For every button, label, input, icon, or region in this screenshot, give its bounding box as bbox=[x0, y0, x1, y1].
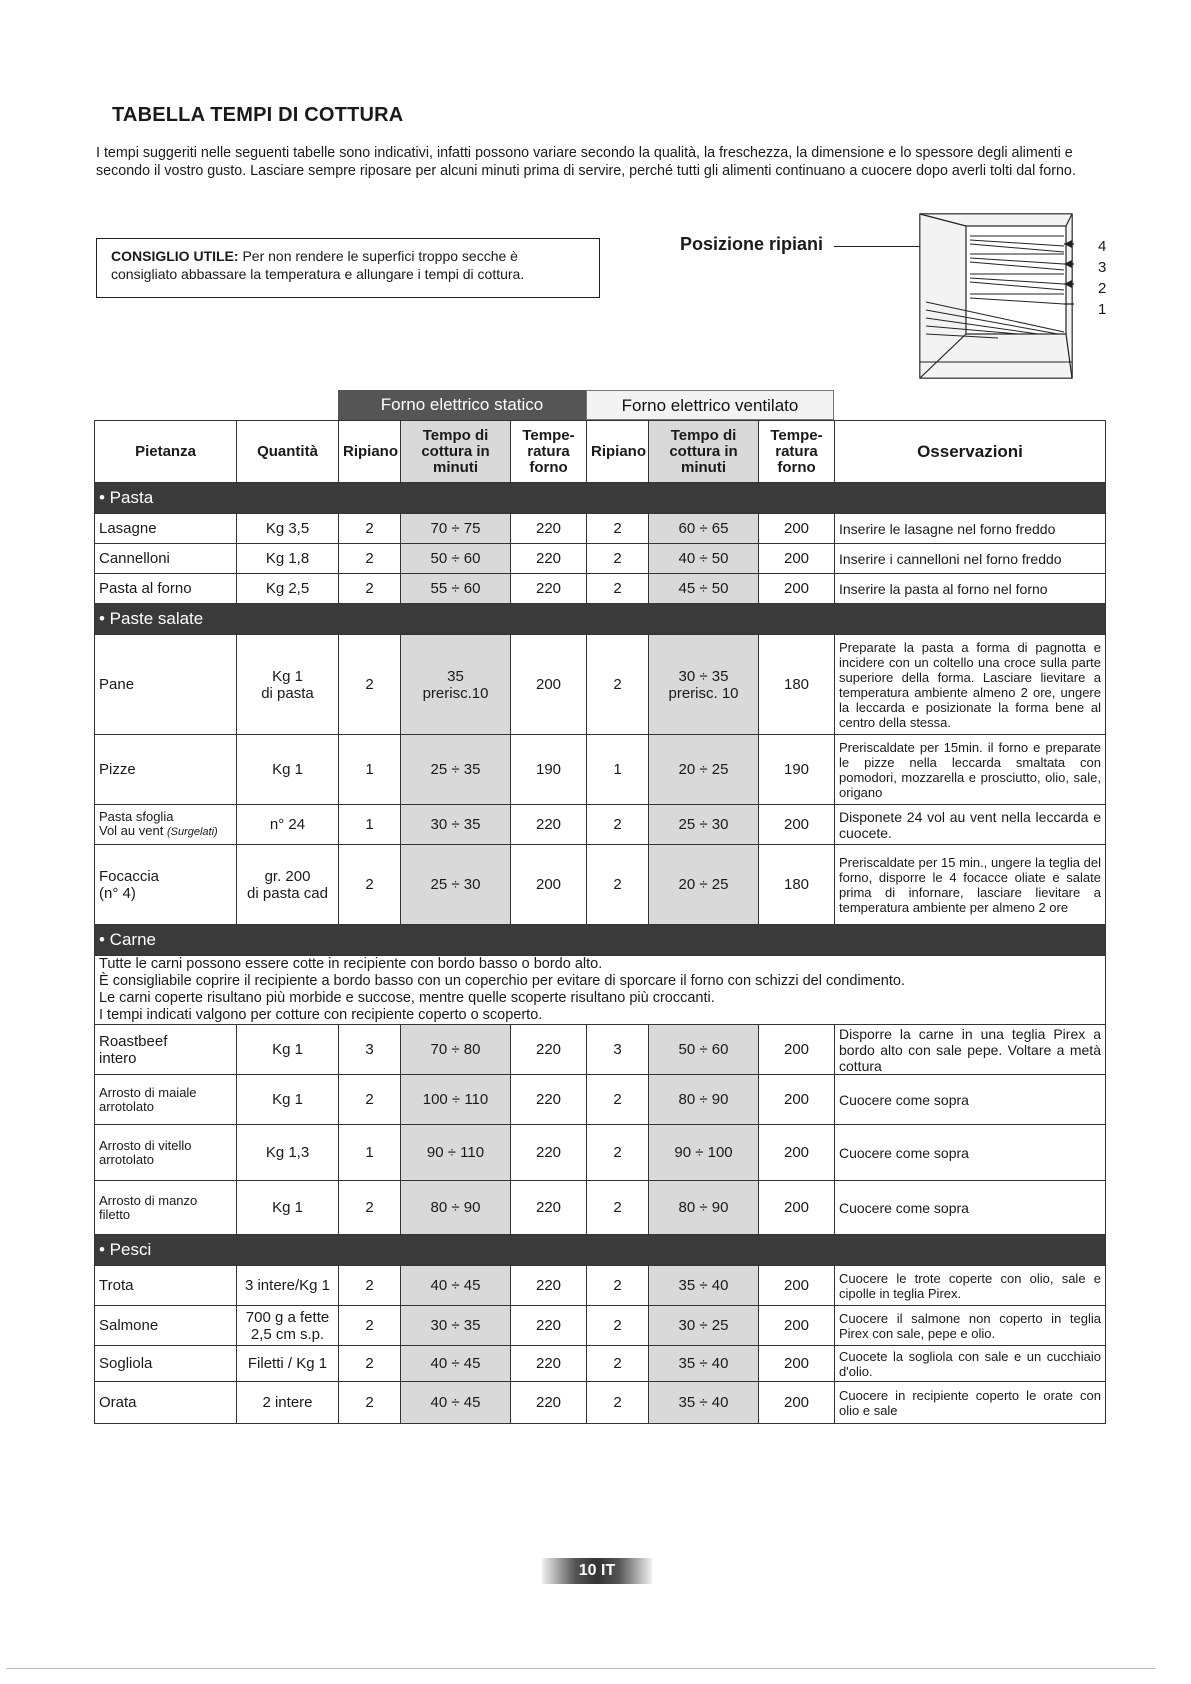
shelf-number: 1 bbox=[1098, 301, 1107, 318]
table-row bbox=[95, 1025, 1106, 1075]
header-static-shelf: Ripiano bbox=[339, 421, 401, 483]
vent-temp: 200 bbox=[759, 1266, 835, 1306]
vent-temp: 180 bbox=[759, 635, 835, 735]
static-temp: 220 bbox=[511, 805, 587, 845]
vent-time: 60 ÷ 65 bbox=[649, 514, 759, 544]
vent-time: 80 ÷ 90 bbox=[649, 1075, 759, 1125]
vent-temp: 200 bbox=[759, 514, 835, 544]
quantity: Kg 1 bbox=[237, 1181, 339, 1235]
table-row bbox=[95, 1125, 1106, 1181]
vent-time: 80 ÷ 90 bbox=[649, 1181, 759, 1235]
time-line: 30 ÷ 35 bbox=[678, 667, 729, 685]
quantity: Kg 1 bbox=[237, 735, 339, 805]
dish-name: Lasagne bbox=[95, 514, 237, 544]
dish-name: Cannelloni bbox=[95, 544, 237, 574]
quantity: Kg 1,3 bbox=[237, 1125, 339, 1181]
vent-shelf: 2 bbox=[587, 805, 649, 845]
dish-name bbox=[95, 1025, 237, 1075]
vent-shelf: 2 bbox=[587, 1306, 649, 1346]
vent-shelf: 1 bbox=[587, 735, 649, 805]
dish-name bbox=[95, 805, 237, 845]
dish-line: arrotolato bbox=[99, 1151, 154, 1167]
note: Cuocere come sopra bbox=[835, 1075, 1106, 1125]
section-carne: • Carne bbox=[95, 925, 1106, 956]
group-header-ventilated-oven: Forno elettrico ventilato bbox=[586, 390, 834, 420]
vent-shelf: 2 bbox=[587, 1181, 649, 1235]
table-row bbox=[95, 574, 1106, 604]
static-time: 30 ÷ 35 bbox=[401, 805, 511, 845]
dish-name: Sogliola bbox=[95, 1346, 237, 1382]
static-shelf: 2 bbox=[339, 1266, 401, 1306]
vent-time: 35 ÷ 40 bbox=[649, 1266, 759, 1306]
note: Cuocere come sopra bbox=[835, 1181, 1106, 1235]
static-temp: 220 bbox=[511, 1125, 587, 1181]
quantity bbox=[237, 845, 339, 925]
vent-temp: 200 bbox=[759, 1125, 835, 1181]
tip-label: CONSIGLIO UTILE: bbox=[111, 248, 239, 264]
table-row bbox=[95, 1346, 1106, 1382]
vent-shelf: 2 bbox=[587, 1346, 649, 1382]
vent-time: 20 ÷ 25 bbox=[649, 735, 759, 805]
static-time: 50 ÷ 60 bbox=[401, 544, 511, 574]
vent-shelf: 2 bbox=[587, 1125, 649, 1181]
quantity: Kg 1 bbox=[237, 1075, 339, 1125]
static-temp: 220 bbox=[511, 1306, 587, 1346]
oven-shelf-diagram-icon bbox=[918, 212, 1074, 380]
vent-temp: 200 bbox=[759, 544, 835, 574]
shelf-position-label: Posizione ripiani bbox=[680, 234, 824, 254]
vent-temp: 200 bbox=[759, 1306, 835, 1346]
quantity-line: gr. 200 bbox=[264, 867, 311, 885]
dish-name bbox=[95, 1075, 237, 1125]
static-shelf: 1 bbox=[339, 735, 401, 805]
table-row bbox=[95, 805, 1106, 845]
vent-shelf: 2 bbox=[587, 544, 649, 574]
header-dish: Pietanza bbox=[95, 421, 237, 483]
dish-name bbox=[95, 1125, 237, 1181]
table-row bbox=[95, 1075, 1106, 1125]
static-time: 30 ÷ 35 bbox=[401, 1306, 511, 1346]
dish-name: Pizze bbox=[95, 735, 237, 805]
quantity bbox=[237, 1306, 339, 1346]
static-temp: 190 bbox=[511, 735, 587, 805]
vent-shelf: 2 bbox=[587, 1075, 649, 1125]
dish-name bbox=[95, 845, 237, 925]
dish-line: Roastbeef bbox=[99, 1032, 168, 1050]
quantity-line: di pasta cad bbox=[247, 884, 328, 902]
dish-name: Trota bbox=[95, 1266, 237, 1306]
table-row bbox=[95, 514, 1106, 544]
quantity: n° 24 bbox=[237, 805, 339, 845]
note: Cuocete la sogliola con sale e un cucchiaio d'olio. bbox=[835, 1346, 1106, 1382]
dish-line: arrotolato bbox=[99, 1098, 154, 1114]
static-shelf: 2 bbox=[339, 544, 401, 574]
quantity-line: di pasta bbox=[261, 684, 314, 702]
vent-time: 25 ÷ 30 bbox=[649, 805, 759, 845]
shelf-pointer-line bbox=[834, 246, 926, 247]
table-row bbox=[95, 1382, 1106, 1424]
header-static-temp: Tempe- ratura forno bbox=[511, 421, 587, 483]
table-row bbox=[95, 845, 1106, 925]
quantity bbox=[237, 635, 339, 735]
static-shelf: 2 bbox=[339, 1075, 401, 1125]
time-line: prerisc.10 bbox=[422, 684, 489, 702]
dish-line: Arrosto di vitello bbox=[99, 1137, 192, 1153]
static-temp: 220 bbox=[511, 1025, 587, 1075]
quantity: Kg 2,5 bbox=[237, 574, 339, 604]
vent-shelf: 2 bbox=[587, 574, 649, 604]
vent-time: 35 ÷ 40 bbox=[649, 1346, 759, 1382]
table-row bbox=[95, 1266, 1106, 1306]
vent-time: 90 ÷ 100 bbox=[649, 1125, 759, 1181]
static-time: 80 ÷ 90 bbox=[401, 1181, 511, 1235]
carne-info-line: È consigliabile coprire il recipiente a bordo basso con un coperchio per evitare di sporcare il forno con schizzi del condimento. bbox=[99, 973, 905, 989]
static-shelf: 2 bbox=[339, 1346, 401, 1382]
static-shelf: 2 bbox=[339, 1382, 401, 1424]
quantity: Kg 1 bbox=[237, 1025, 339, 1075]
static-time: 25 ÷ 35 bbox=[401, 735, 511, 805]
static-temp: 220 bbox=[511, 514, 587, 544]
time-line: prerisc. 10 bbox=[668, 684, 739, 702]
vent-shelf: 3 bbox=[587, 1025, 649, 1075]
note: Disponete 24 vol au vent nella leccarda e cuocete. bbox=[835, 805, 1106, 845]
vent-temp: 200 bbox=[759, 574, 835, 604]
page-number: 10 IT bbox=[542, 1558, 652, 1584]
vent-time: 30 ÷ 25 bbox=[649, 1306, 759, 1346]
static-shelf: 2 bbox=[339, 514, 401, 544]
quantity-line: Kg 1 bbox=[272, 667, 303, 685]
note: Cuocere le trote coperte con olio, sale e cipolle in teglia Pirex. bbox=[835, 1266, 1106, 1306]
static-time: 40 ÷ 45 bbox=[401, 1266, 511, 1306]
dish-name: Orata bbox=[95, 1382, 237, 1424]
quantity: 3 intere/Kg 1 bbox=[237, 1266, 339, 1306]
vent-time: 40 ÷ 50 bbox=[649, 544, 759, 574]
dish-name: Salmone bbox=[95, 1306, 237, 1346]
dish-line: (n° 4) bbox=[99, 884, 136, 902]
group-header-static-oven: Forno elettrico statico bbox=[338, 390, 586, 420]
page-title: TABELLA TEMPI DI COTTURA bbox=[112, 104, 404, 126]
note: Inserire i cannelloni nel forno freddo bbox=[835, 544, 1106, 574]
vent-temp: 190 bbox=[759, 735, 835, 805]
dish-line: intero bbox=[99, 1049, 137, 1067]
vent-shelf: 2 bbox=[587, 1266, 649, 1306]
static-temp: 220 bbox=[511, 574, 587, 604]
vent-shelf: 2 bbox=[587, 1382, 649, 1424]
table-row bbox=[95, 635, 1106, 735]
static-temp: 220 bbox=[511, 1181, 587, 1235]
tip-box bbox=[96, 238, 600, 298]
note: Preriscaldate per 15 min., ungere la teglia del forno, disporre le 4 focacce oliate e salate prima di infornare, lasciare lievitare a temperatura ambiente per almeno 2 ore bbox=[835, 845, 1106, 925]
shelf-number: 2 bbox=[1098, 280, 1107, 297]
dish-line: filetto bbox=[99, 1206, 131, 1222]
static-time: 55 ÷ 60 bbox=[401, 574, 511, 604]
table-row bbox=[95, 735, 1106, 805]
static-temp: 220 bbox=[511, 1382, 587, 1424]
header-quantity: Quantità bbox=[237, 421, 339, 483]
vent-temp: 200 bbox=[759, 805, 835, 845]
vent-time: 35 ÷ 40 bbox=[649, 1382, 759, 1424]
section-pasta: • Pasta bbox=[95, 483, 1106, 514]
carne-info-line: I tempi indicati valgono per cotture con recipiente coperto o scoperto. bbox=[99, 1007, 543, 1023]
static-shelf: 2 bbox=[339, 845, 401, 925]
static-time: 25 ÷ 30 bbox=[401, 845, 511, 925]
shelf-number: 4 bbox=[1098, 238, 1107, 255]
static-shelf: 2 bbox=[339, 1181, 401, 1235]
vent-time: 20 ÷ 25 bbox=[649, 845, 759, 925]
static-time: 100 ÷ 110 bbox=[401, 1075, 511, 1125]
section-paste-salate: • Paste salate bbox=[95, 604, 1106, 635]
static-temp: 220 bbox=[511, 544, 587, 574]
vent-shelf: 2 bbox=[587, 514, 649, 544]
tip-text: Per non rendere le superfici troppo secche è consigliato abbassare la temperatura e allungare i tempi di cottura. bbox=[111, 248, 525, 282]
quantity-line: 2,5 cm s.p. bbox=[250, 1325, 325, 1343]
static-time: 40 ÷ 45 bbox=[401, 1382, 511, 1424]
header-vent-temp: Tempe- ratura forno bbox=[759, 421, 835, 483]
static-shelf: 1 bbox=[339, 1125, 401, 1181]
note: Cuocere come sopra bbox=[835, 1125, 1106, 1181]
note: Preriscaldate per 15min. il forno e preparate le pizze nella leccarda smaltata con pomodori, mozzarella e prosciutto, olio, sale, origano bbox=[835, 735, 1106, 805]
quantity: 2 intere bbox=[237, 1382, 339, 1424]
header-vent-time: Tempo di cottura in minuti bbox=[649, 421, 759, 483]
table-row bbox=[95, 544, 1106, 574]
table-row bbox=[95, 1306, 1106, 1346]
dish-line: Vol au vent (Surgelati) bbox=[99, 823, 218, 838]
carne-info-row bbox=[95, 956, 1106, 1025]
header-notes: Osservazioni bbox=[835, 421, 1106, 483]
note: Inserire la pasta al forno nel forno bbox=[835, 574, 1106, 604]
quantity-line: 700 g a fette bbox=[245, 1308, 330, 1326]
vent-time bbox=[649, 635, 759, 735]
quantity: Kg 3,5 bbox=[237, 514, 339, 544]
carne-info bbox=[95, 956, 1106, 1025]
header-vent-shelf: Ripiano bbox=[587, 421, 649, 483]
note: Cuocere in recipiente coperto le orate con olio e sale bbox=[835, 1382, 1106, 1424]
static-temp: 220 bbox=[511, 1075, 587, 1125]
note: Cuocere il salmone non coperto in teglia Pirex con sale, pepe e olio. bbox=[835, 1306, 1106, 1346]
footer-divider bbox=[6, 1668, 1156, 1669]
static-time: 90 ÷ 110 bbox=[401, 1125, 511, 1181]
dish-note: (Surgelati) bbox=[166, 826, 218, 838]
static-temp: 220 bbox=[511, 1266, 587, 1306]
carne-info-line: Tutte le carni possono essere cotte in recipiente con bordo basso o bordo alto. bbox=[99, 956, 603, 972]
vent-time: 45 ÷ 50 bbox=[649, 574, 759, 604]
vent-temp: 200 bbox=[759, 1346, 835, 1382]
dish-name: Pane bbox=[95, 635, 237, 735]
note: Inserire le lasagne nel forno freddo bbox=[835, 514, 1106, 544]
vent-temp: 200 bbox=[759, 1382, 835, 1424]
static-time: 70 ÷ 80 bbox=[401, 1025, 511, 1075]
note: Preparate la pasta a forma di pagnotta e incidere con un coltello una croce sulla parte superiore della forma. Lasciare lievitare a temperatura ambiente almeno 2 ore, ungere la leccarda e posizionate la forma bene al centro della stessa. bbox=[835, 635, 1106, 735]
note: Disporre la carne in una teglia Pirex a bordo alto con sale pepe. Voltare a metà cottura bbox=[835, 1025, 1106, 1075]
quantity: Kg 1,8 bbox=[237, 544, 339, 574]
static-temp: 200 bbox=[511, 635, 587, 735]
vent-temp: 200 bbox=[759, 1025, 835, 1075]
section-pesci: • Pesci bbox=[95, 1235, 1106, 1266]
static-shelf: 2 bbox=[339, 574, 401, 604]
static-time bbox=[401, 635, 511, 735]
header-static-time: Tempo di cottura in minuti bbox=[401, 421, 511, 483]
dish-line: Arrosto di manzo bbox=[99, 1192, 198, 1208]
vent-time: 50 ÷ 60 bbox=[649, 1025, 759, 1075]
dish-name bbox=[95, 1181, 237, 1235]
time-line: 35 bbox=[447, 667, 464, 685]
dish-line: Focaccia bbox=[99, 867, 160, 885]
vent-shelf: 2 bbox=[587, 845, 649, 925]
static-time: 70 ÷ 75 bbox=[401, 514, 511, 544]
quantity: Filetti / Kg 1 bbox=[237, 1346, 339, 1382]
static-shelf: 3 bbox=[339, 1025, 401, 1075]
dish-name: Pasta al forno bbox=[95, 574, 237, 604]
static-shelf: 2 bbox=[339, 1306, 401, 1346]
vent-temp: 200 bbox=[759, 1075, 835, 1125]
cooking-times-table bbox=[94, 420, 1106, 1424]
dish-line: Arrosto di maiale bbox=[99, 1084, 197, 1100]
static-time: 40 ÷ 45 bbox=[401, 1346, 511, 1382]
dish-line: Pasta sfoglia bbox=[99, 809, 174, 824]
vent-temp: 180 bbox=[759, 845, 835, 925]
static-shelf: 1 bbox=[339, 805, 401, 845]
vent-temp: 200 bbox=[759, 1181, 835, 1235]
carne-info-line: Le carni coperte risultano più morbide e succose, mentre quelle scoperte risultano più croccanti. bbox=[99, 990, 715, 1006]
static-temp: 200 bbox=[511, 845, 587, 925]
table-row bbox=[95, 1181, 1106, 1235]
intro-paragraph: I tempi suggeriti nelle seguenti tabelle sono indicativi, infatti possono variare secondo la qualità, la freschezza, la dimensione e lo spessore degli alimenti e secondo il vostro gusto. Lasciare sempre riposare per alcuni minuti prima di servire, perché tutti gli alimenti continuano a cuocere dopo averli tolti dal forno. bbox=[96, 145, 1076, 179]
static-shelf: 2 bbox=[339, 635, 401, 735]
shelf-number: 3 bbox=[1098, 259, 1107, 276]
vent-shelf: 2 bbox=[587, 635, 649, 735]
static-temp: 220 bbox=[511, 1346, 587, 1382]
